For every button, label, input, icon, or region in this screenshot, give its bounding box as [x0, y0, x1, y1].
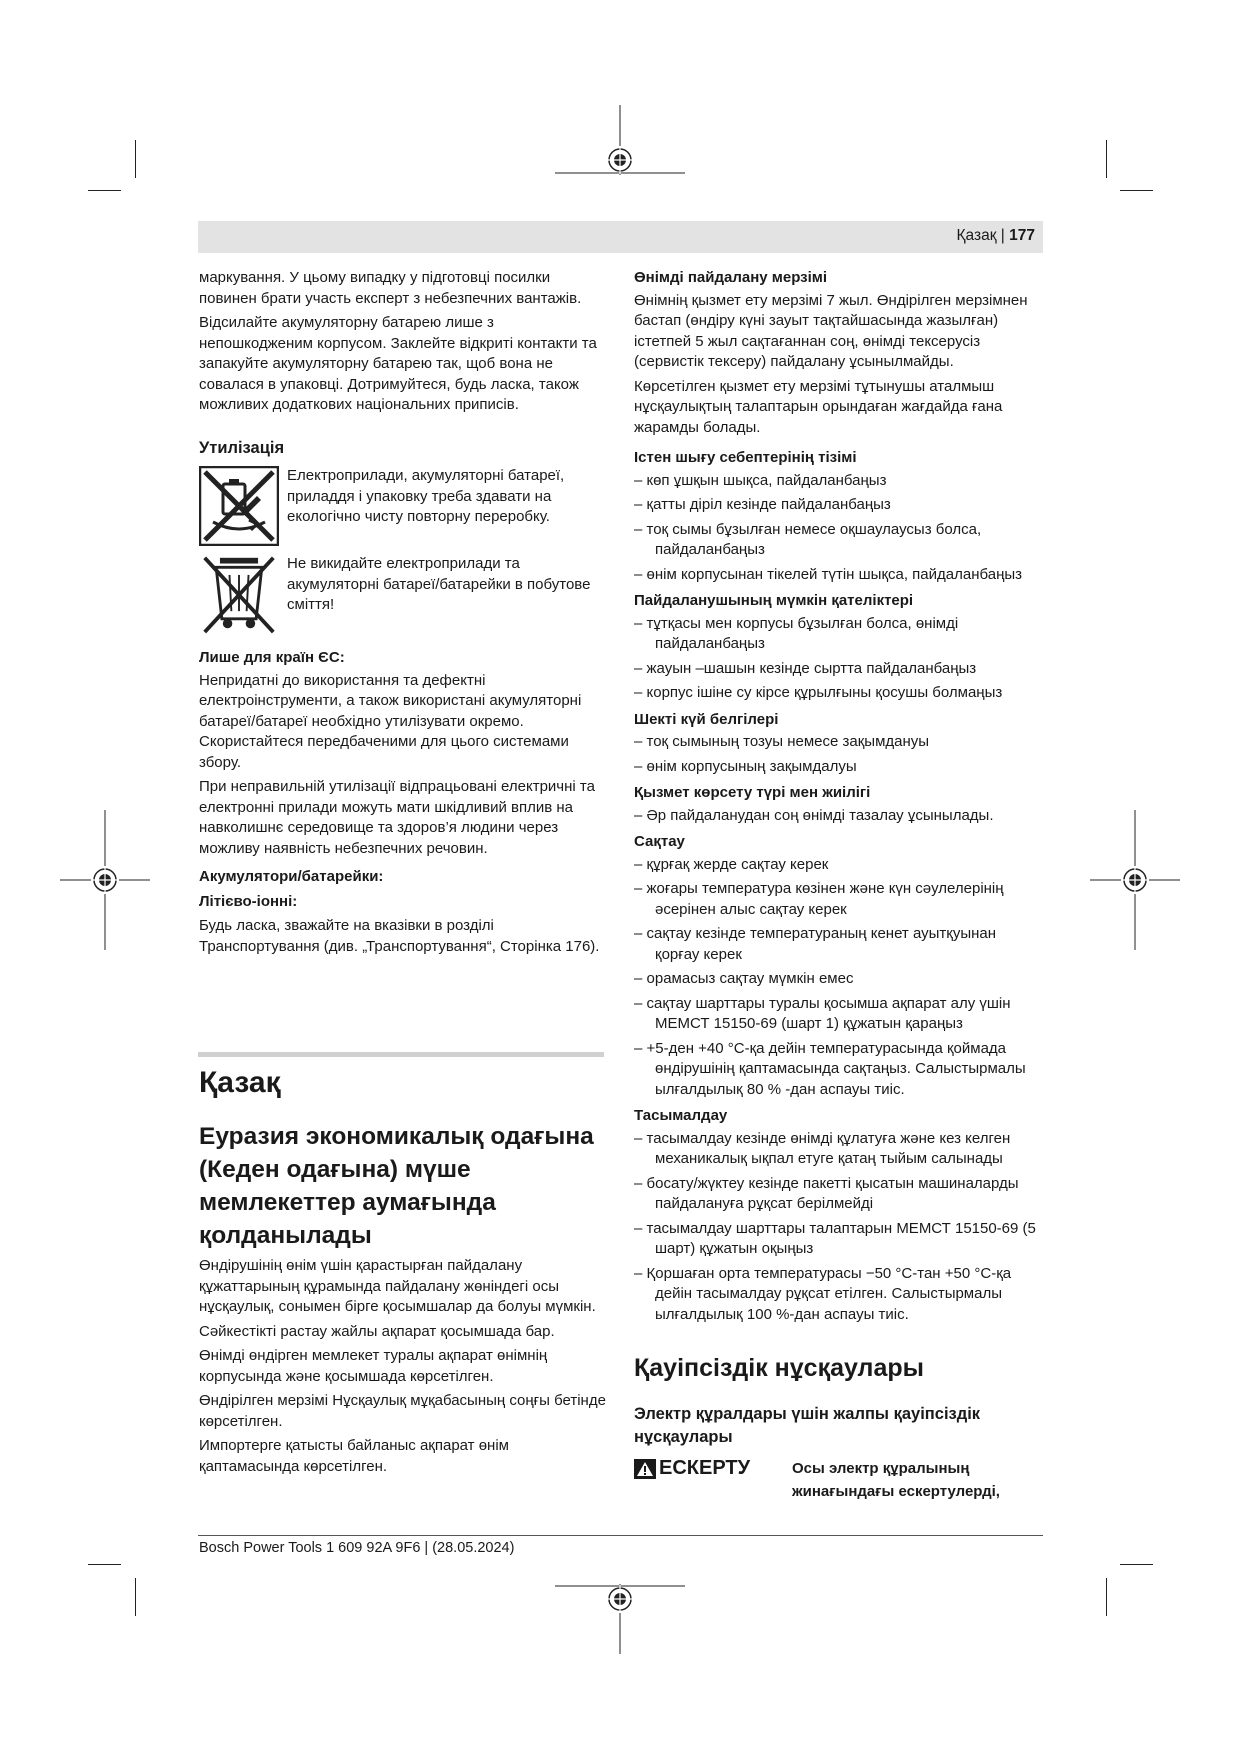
paragraph: При неправильній утилізації відпрацьовані електричні та електронні прилади можуть мати шкідливий вплив на навколишнє середовище та здоров’я людини через можливу наявність небезпечних речовин.	[199, 778, 595, 857]
transport-list	[634, 1129, 1039, 1326]
recycling-text: Електроприлади, акумуляторні батареї, приладдя і упаковку треба здавати на екологічно чисту повторну переробку.	[287, 467, 565, 525]
warning-block	[634, 1457, 1039, 1503]
list-item: – тасымалдау кезінде өнімді құлатуға және кез келген механикалық ықпал етуге қатаң тыйым салынады	[634, 1129, 1039, 1170]
paragraph: Көрсетілген қызмет ету мерзімі тұтынушы аталмыш нұсқаулықтың талаптарын орындаған жағдайда ғана жарамды болады.	[634, 377, 1003, 436]
storage-list	[634, 855, 1039, 1101]
crop-mark	[135, 1578, 136, 1616]
list-item: – жоғары температура көзінен және күн сәулелерінің әсерінен алыс сақтау керек	[634, 879, 1039, 920]
service-heading: Қызмет көрсету түрі мен жиілігі	[634, 784, 871, 801]
storage-heading: Сақтау	[634, 833, 685, 850]
registration-mark-right	[1090, 810, 1180, 950]
language-title: Қазақ	[199, 1066, 281, 1099]
registration-mark-bottom	[550, 1564, 690, 1654]
paragraph: Өндірушінің өнім үшін қарастырған пайдалану құжаттарының құрамында пайдалану жөніндегі осы нұсқаулық, сонымен бірге қосымшалар да болуы мүмкін.	[199, 1257, 596, 1315]
liion-heading: Літієво-іонні:	[199, 892, 298, 910]
crop-mark	[135, 140, 136, 178]
list-item: – қатты діріл кезінде пайдаланбаңыз	[634, 495, 1039, 516]
right-column	[634, 268, 1039, 1331]
service-list	[634, 806, 1039, 827]
failure-heading: Істен шығу себептерінің тізімі	[634, 449, 857, 466]
wheelie-bin-text: Не викидайте електроприлади та акумуляторні батареї/батарейки в побутове сміття!	[287, 555, 591, 613]
list-item: – тоқ сымы бұзылған немесе оқшаулаусыз болса, пайдаланбаңыз	[634, 520, 1039, 561]
list-item: – корпус ішіне су кірсе құрылғыны қосушы болмаңыз	[634, 683, 1039, 704]
registration-mark-top	[550, 105, 690, 195]
section-divider	[198, 1052, 604, 1057]
list-item: – сақтау шарттары туралы қосымша ақпарат алу үшін МЕМСТ 15150-69 (шарт 1) құжатын қараңыз	[634, 994, 1039, 1035]
crop-mark	[1106, 1578, 1107, 1616]
list-item: – Қоршаған орта температурасы −50 °C-тан +50 °C-қа дейін тасымалдау рұқсат етілген. Салыстырмалы ылғалдылық 100 %-дан аспауы тиіс.	[634, 1264, 1039, 1326]
safety-title: Қауіпсіздік нұсқаулары	[634, 1354, 924, 1382]
wheelie-bin-row	[199, 554, 609, 634]
page-header	[700, 227, 1035, 245]
page-footer: Bosch Power Tools 1 609 92A 9F6 | (28.05.2024)	[199, 1540, 515, 1556]
list-item: – тұтқасы мен корпусы бұзылған болса, өнімді пайдаланбаңыз	[634, 614, 1039, 655]
limit-heading: Шекті күй белгілері	[634, 710, 779, 728]
paragraph: Импортерге қатысты байланыс ақпарат өнім қаптамасында көрсетілген.	[199, 1437, 509, 1475]
crop-mark	[88, 190, 121, 191]
crossed-out-tool-battery-icon	[199, 466, 279, 546]
paragraph: Непридатні до використання та дефектні електроінструменти, а також використані акумуляторні батареї/батареї необхідно утилізувати окремо. Скористайтеся передбаченими для цього системами збору.	[199, 671, 582, 771]
paragraph: Өндірілген мерзімі Нұсқаулық мұқабасының соңғы бетінде көрсетілген.	[199, 1392, 606, 1430]
eurasia-heading: Еуразия экономикалық одағына (Кеден одағына) мүше мемлекеттер аумағында қолданылады	[199, 1123, 594, 1249]
disposal-heading: Утилізація	[199, 438, 285, 457]
list-item: – босату/жүктеу кезінде пакетті қысатын машиналарды пайдалануға рұқсат берілмейді	[634, 1174, 1039, 1215]
header-section: Қазақ	[956, 227, 997, 244]
safety-section	[634, 1352, 1039, 1503]
crossed-out-wheelie-bin-icon	[199, 554, 279, 634]
limit-list	[634, 732, 1039, 777]
warning-label-text: ЕСКЕРТУ	[659, 1457, 751, 1479]
user-errors-heading: Пайдаланушының мүмкін қателіктері	[634, 592, 914, 609]
recycling-row	[199, 466, 609, 546]
registration-mark-left	[60, 810, 150, 950]
user-errors-list	[634, 614, 1039, 704]
header-separator: |	[996, 227, 1010, 244]
list-item: – орамасыз сақтау мүмкін емес	[634, 969, 1039, 990]
warning-triangle-icon	[634, 1459, 656, 1479]
list-item: – тасымалдау шарттары талаптарын МЕМСТ 15150-69 (5 шарт) құжатын оқыңыз	[634, 1219, 1039, 1260]
paragraph: Будь ласка, зважайте на вказівки в розділі Транспортування (див. „Транспортування“, Сторінка 176).	[199, 917, 600, 955]
list-item: – Әр пайдаланудан соң өнімді тазалау ұсынылады.	[634, 806, 1039, 827]
warning-text: Осы электр құралының жинағындағы ескертулерді,	[792, 1460, 1000, 1500]
crop-mark	[88, 1564, 121, 1565]
eu-heading: Лише для країн ЄС:	[199, 649, 345, 666]
list-item: – құрғақ жерде сақтау керек	[634, 855, 1039, 876]
warning-label	[634, 1457, 792, 1480]
paragraph: маркування. У цьому випадку у підготовці посилки повинен брати участь експерт з небезпечних вантажів.	[199, 269, 582, 307]
eurasia-body	[199, 1256, 609, 1477]
failure-list	[634, 471, 1039, 586]
paragraph: Өнімнің қызмет ету мерзімі 7 жыл. Өндірілген мерзімнен бастап (өндіру күні зауыт тақтайшасында жазылған) істетпей 5 жыл сақтағаннан соң, өнімді тексерусіз (сервистік тексеру) пайдалану ұсынылмайды.	[634, 291, 1028, 370]
list-item: – сақтау кезінде температураның кенет ауытқуынан қорғау керек	[634, 924, 1039, 965]
paragraph: Сәйкестікті растау жайлы ақпарат қосымшада бар.	[199, 1322, 555, 1340]
list-item: – өнім корпусының зақымдалуы	[634, 757, 1039, 778]
page-number: 177	[1009, 227, 1035, 244]
list-item: – тоқ сымының тозуы немесе зақымдануы	[634, 732, 1039, 753]
general-safety-heading: Электр құралдары үшін жалпы қауіпсіздік нұсқаулары	[634, 1405, 981, 1446]
crop-mark	[1120, 190, 1153, 191]
paragraph: Өнімді өндірген мемлекет туралы ақпарат өнімнің корпусында және қосымшада көрсетілген.	[199, 1347, 548, 1385]
service-life-heading: Өнімді пайдалану мерзімі	[634, 269, 828, 286]
list-item: – +5-ден +40 °C-қа дейін температурасында қоймада өндірушінің қаптамасында сақтаңыз. Салыстырмалы ылғалдылық 80 % -дан аспауы тиіс.	[634, 1039, 1039, 1101]
batteries-heading: Акумулятори/батарейки:	[199, 868, 384, 885]
crop-mark	[1106, 140, 1107, 178]
transport-heading: Тасымалдау	[634, 1107, 728, 1124]
list-item: – жауын –шашын кезінде сыртта пайдаланбаңыз	[634, 659, 1039, 680]
list-item: – өнім корпусынан тікелей түтін шықса, пайдаланбаңыз	[634, 565, 1039, 586]
footer-rule	[198, 1535, 1043, 1536]
left-column	[199, 268, 609, 961]
list-item: – көп ұшқын шықса, пайдаланбаңыз	[634, 471, 1039, 492]
crop-mark	[1120, 1564, 1153, 1565]
kazakh-section	[199, 1066, 609, 1481]
paragraph: Відсилайте акумуляторну батарею лише з непошкодженим корпусом. Заклейте відкриті контакти та запакуйте акумуляторну батарею так, щоб вона не совалася в упаковці. Дотримуйтеся, будь ласка, також можливих додаткових національних приписів.	[199, 314, 597, 413]
